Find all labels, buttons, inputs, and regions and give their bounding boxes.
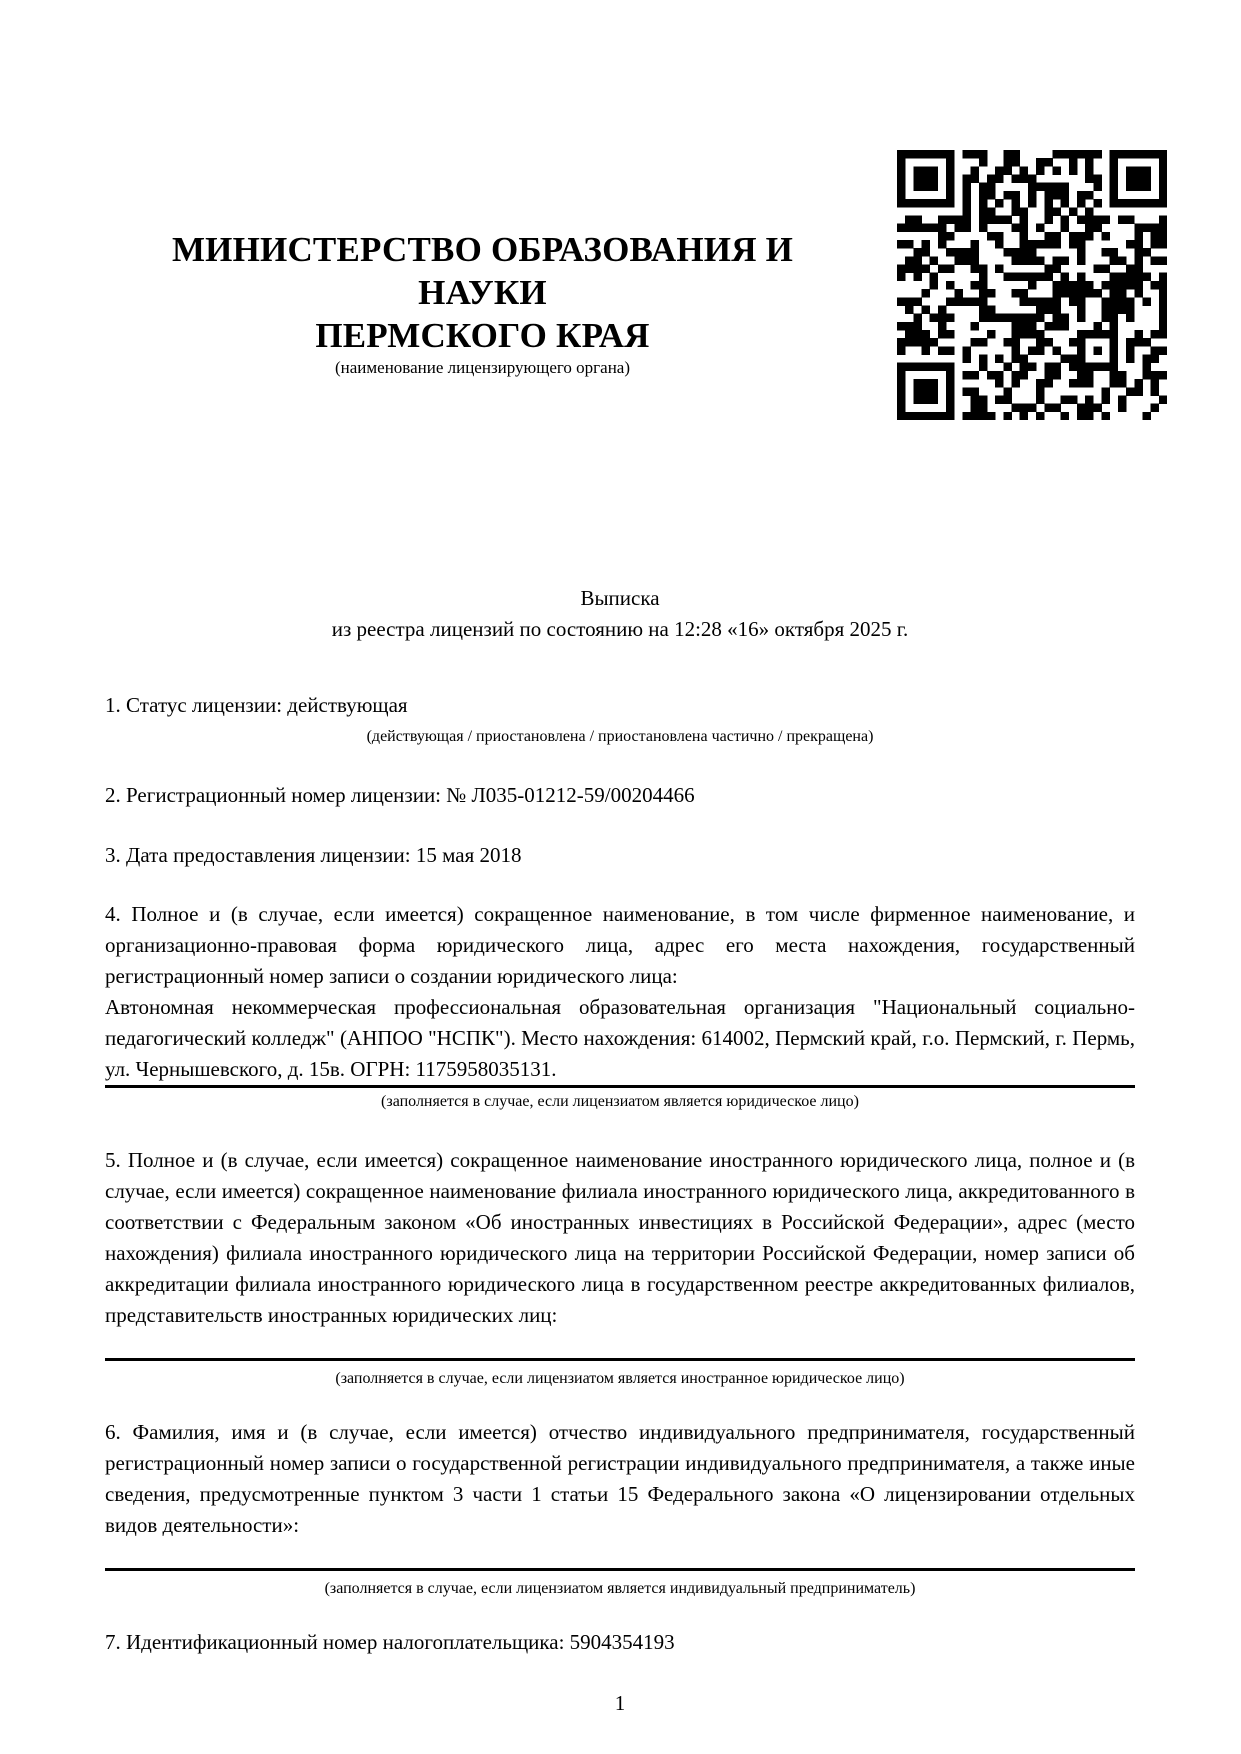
item-5-separator-line bbox=[105, 1358, 1135, 1361]
licensing-authority-header bbox=[105, 228, 860, 379]
item-4-legal-entity-caption: (заполняется в случае, если лицензиатом является юридическое лицо) bbox=[381, 1093, 859, 1110]
extract-heading bbox=[105, 583, 1135, 645]
item-5-foreign-entity-heading: 5. Полное и (в случае, если имеется) сокращенное наименование иностранного юридического лица, полное и (в случае, если имеется) сокращенное наименование филиала иностранного юридического лица, аккредитованного в соответствии с Федеральным законом «Об иностранных инвестициях в Российской Федерации», адрес (место нахождения) филиала иностранного юридического лица на территории Российской Федерации, номер записи об аккредитации филиала иностранного юридического лица в государственном реестре аккредитованных филиалов, представительств иностранных юридических лиц: bbox=[105, 1148, 1135, 1327]
item-6-entrepreneur-caption: (заполняется в случае, если лицензиатом является индивидуальный предприниматель) bbox=[324, 1580, 916, 1597]
item-1-license-status: 1. Статус лицензии: действующая bbox=[105, 693, 408, 717]
item-4-legal-entity-heading: 4. Полное и (в случае, если имеется) сокращенное наименование, в том числе фирменное наименование, и организационно-правовая форма юридического лица, адрес его места нахождения, государственный регистрационный номер записи о создании юридического лица: bbox=[105, 902, 1135, 988]
qr-code bbox=[897, 150, 1167, 420]
item-5-foreign-entity-caption: (заполняется в случае, если лицензиатом является иностранное юридическое лицо) bbox=[335, 1370, 905, 1387]
item-4-legal-entity-value: Автономная некоммерческая профессиональная образовательная организация "Национальный социально-педагогический колледж" (АНПОО "НСПК"). Место нахождения: 614002, Пермский край, г.о. Пермский, г. Пермь, ул. Чернышевского, д. 15в. ОГРН: 1175958035131. bbox=[105, 995, 1135, 1081]
item-6-separator-line bbox=[105, 1568, 1135, 1571]
item-3-license-grant-date: 3. Дата предоставления лицензии: 15 мая 2018 bbox=[105, 843, 522, 867]
licensing-authority-title bbox=[105, 228, 860, 357]
ministry-title-line2: ПЕРМСКОГО КРАЯ bbox=[315, 316, 650, 355]
item-2-registration-number: 2. Регистрационный номер лицензии: № Л035-01212-59/00204466 bbox=[105, 783, 695, 807]
extract-subtitle: из реестра лицензий по состоянию на 12:28 «16» октября 2025 г. bbox=[331, 617, 909, 641]
item-4-separator-line bbox=[105, 1085, 1135, 1088]
page-number: 1 bbox=[614, 1691, 626, 1715]
extract-title: Выписка bbox=[580, 586, 660, 610]
item-1-status-options-caption: (действующая / приостановлена / приостановлена частично / прекращена) bbox=[366, 728, 874, 745]
licensing-authority-caption: (наименование лицензирующего органа) bbox=[334, 358, 630, 377]
ministry-title-line1: МИНИСТЕРСТВО ОБРАЗОВАНИЯ И НАУКИ bbox=[171, 230, 794, 312]
item-6-entrepreneur-heading: 6. Фамилия, имя и (в случае, если имеется) отчество индивидуального предпринимателя, государственный регистрационный номер записи о государственной регистрации индивидуального предпринимателя, а также иные сведения, предусмотренные пунктом 3 части 1 статьи 15 Федерального закона «О лицензировании отдельных видов деятельности»: bbox=[105, 1420, 1135, 1537]
item-7-taxpayer-number: 7. Идентификационный номер налогоплательщика: 5904354193 bbox=[105, 1630, 675, 1654]
